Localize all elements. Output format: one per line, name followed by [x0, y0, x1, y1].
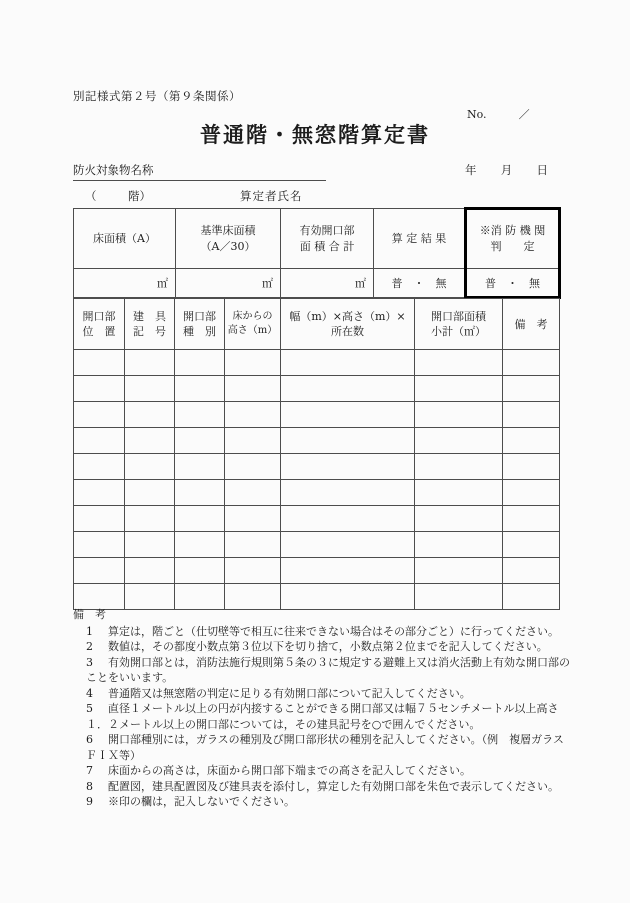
note-item: 2 数値は，その都度小数点第３位以下を切り捨て，小数点第２位までを記入してください。: [86, 640, 548, 653]
tables-container: [73, 207, 559, 610]
standard-floor-area-input-cell[interactable]: ㎡: [176, 269, 281, 298]
detail-cell[interactable]: [175, 584, 225, 610]
detail-row: [74, 454, 560, 480]
detail-cell[interactable]: [415, 584, 503, 610]
header-floor-area: 床面積（A）: [74, 209, 176, 269]
detail-cell[interactable]: [74, 376, 125, 402]
detail-cell[interactable]: [175, 428, 225, 454]
detail-cell[interactable]: [125, 558, 175, 584]
floor-paren-open: （: [85, 189, 97, 203]
date-month-label: 月: [500, 163, 513, 177]
floor-area-input-cell[interactable]: ㎡: [74, 269, 176, 298]
detail-row: [74, 506, 560, 532]
document-number-slash: ／: [518, 108, 530, 121]
note-item: 8 配置図，建具配置図及び建具表を添付し，算定した有効開口部を朱色で表示してください。: [86, 779, 559, 793]
notes-heading: 備 考: [73, 608, 106, 621]
detail-row: [74, 558, 560, 584]
detail-cell[interactable]: [281, 428, 415, 454]
header-opening-type: 開口部 種 別: [175, 299, 225, 350]
note-item: 3 有効開口部とは，消防法施行規則第５条の３に規定する避難上又は消火活動上有効な開口部のことをいいます。: [86, 655, 570, 684]
notes-section: [73, 607, 573, 810]
detail-cell[interactable]: [415, 376, 503, 402]
calculator-name-label: 算定者氏名: [240, 189, 303, 203]
summary-table: [73, 207, 561, 299]
detail-cell[interactable]: [503, 350, 560, 376]
detail-cell[interactable]: [175, 454, 225, 480]
detail-cell[interactable]: [175, 506, 225, 532]
detail-cell[interactable]: [415, 428, 503, 454]
header-remarks: 備 考: [503, 299, 560, 350]
note-item: 1 算定は，階ごと（仕切壁等で相互に往来できない場合はその部分ごと）に行ってください。: [86, 624, 559, 638]
note-item: 7 床面からの高さは，床面から開口部下端までの高さを記入してください。: [86, 764, 471, 777]
floor-row: [73, 188, 559, 204]
detail-row: [74, 428, 560, 454]
detail-cell[interactable]: [175, 376, 225, 402]
detail-cell[interactable]: [74, 480, 125, 506]
detail-cell[interactable]: [415, 506, 503, 532]
detail-cell[interactable]: [281, 402, 415, 428]
detail-cell[interactable]: [281, 584, 415, 610]
detail-cell[interactable]: [175, 402, 225, 428]
detail-table: [73, 298, 560, 610]
detail-cell[interactable]: [125, 402, 175, 428]
detail-cell[interactable]: [415, 480, 503, 506]
detail-cell[interactable]: [281, 480, 415, 506]
note-item: 5 直径１メートル以上の円が内接することができる開口部又は幅７５センチメートル以上高さ１．２メートル以上の開口部については，その建具記号を○で囲んでください。: [86, 702, 559, 731]
header-effective-opening-total: 有効開口部 面 積 合 計: [281, 209, 374, 269]
detail-cell[interactable]: [415, 402, 503, 428]
form-reference: 別記様式第２号（第９条関係）: [73, 89, 241, 103]
detail-row: [74, 402, 560, 428]
detail-cell[interactable]: [74, 454, 125, 480]
detail-cell[interactable]: [125, 376, 175, 402]
property-name-field-wrap: [73, 162, 326, 181]
detail-cell[interactable]: [503, 454, 560, 480]
detail-cell[interactable]: [175, 480, 225, 506]
detail-cell[interactable]: [281, 506, 415, 532]
header-fitting-symbol: 建 具 記 号: [125, 299, 175, 350]
detail-cell[interactable]: [415, 350, 503, 376]
detail-cell[interactable]: [125, 350, 175, 376]
detail-cell[interactable]: [281, 454, 415, 480]
floor-label: 階）: [128, 189, 151, 203]
detail-cell[interactable]: [225, 532, 281, 558]
detail-table-body: [74, 350, 560, 610]
detail-row: [74, 584, 560, 610]
note-item: 9 ※印の欄は，記入しないでください。: [86, 795, 295, 808]
detail-cell[interactable]: [503, 584, 560, 610]
detail-cell[interactable]: [125, 532, 175, 558]
document-number-label: No.: [467, 108, 487, 121]
detail-cell[interactable]: [225, 480, 281, 506]
detail-cell[interactable]: [503, 532, 560, 558]
detail-cell[interactable]: [281, 350, 415, 376]
note-item: 6 開口部種別には，ガラスの種別及び開口部形状の種別を記入してください。（例 複層ガラスＦＩＸ等）: [86, 733, 564, 762]
detail-cell[interactable]: [225, 506, 281, 532]
detail-cell[interactable]: [125, 454, 175, 480]
detail-cell[interactable]: [74, 506, 125, 532]
detail-row: [74, 532, 560, 558]
calculation-result-choice-cell[interactable]: 普 ・ 無: [374, 269, 466, 298]
detail-cell[interactable]: [503, 480, 560, 506]
header-calculation-result: 算 定 結 果: [374, 209, 466, 269]
effective-opening-total-input-cell[interactable]: ㎡: [281, 269, 374, 298]
detail-cell[interactable]: [125, 506, 175, 532]
detail-header-row: [74, 299, 560, 350]
header-opening-position: 開口部 位 置: [74, 299, 125, 350]
detail-cell[interactable]: [125, 480, 175, 506]
detail-cell[interactable]: [175, 350, 225, 376]
header-fire-authority-judgment: ※消 防 機 関 判 定: [466, 209, 560, 269]
detail-row: [74, 350, 560, 376]
page-title: 普通階・無窓階算定書: [200, 122, 430, 147]
detail-cell[interactable]: [503, 402, 560, 428]
detail-cell[interactable]: [225, 376, 281, 402]
detail-cell[interactable]: [503, 376, 560, 402]
detail-cell[interactable]: [281, 376, 415, 402]
detail-cell[interactable]: [415, 454, 503, 480]
detail-cell[interactable]: [225, 402, 281, 428]
detail-row: [74, 480, 560, 506]
header-width-height-count: 幅（m）×高さ（m）× 所在数: [281, 299, 415, 350]
detail-cell[interactable]: [225, 350, 281, 376]
detail-cell[interactable]: [281, 558, 415, 584]
summary-header-row: [74, 209, 560, 269]
detail-cell[interactable]: [74, 584, 125, 610]
detail-cell[interactable]: [74, 402, 125, 428]
detail-cell[interactable]: [225, 428, 281, 454]
fire-authority-judgment-choice-cell[interactable]: 普 ・ 無: [466, 269, 560, 298]
detail-cell[interactable]: [281, 532, 415, 558]
detail-cell[interactable]: [74, 428, 125, 454]
detail-cell[interactable]: [503, 428, 560, 454]
detail-row: [74, 376, 560, 402]
date-day-label: 日: [536, 163, 548, 177]
detail-cell[interactable]: [74, 558, 125, 584]
date-year-label: 年: [465, 163, 477, 177]
detail-cell[interactable]: [125, 428, 175, 454]
date-row: [465, 162, 548, 178]
detail-cell[interactable]: [503, 506, 560, 532]
detail-cell[interactable]: [415, 558, 503, 584]
property-name-label: 防火対象物名称: [73, 163, 154, 177]
header-height-from-floor: 床からの 高さ（m）: [225, 299, 281, 350]
detail-cell[interactable]: [175, 558, 225, 584]
header-standard-floor-area: 基準床面積 （A／30）: [176, 209, 281, 269]
detail-cell[interactable]: [125, 584, 175, 610]
note-item: 4 普通階又は無窓階の判定に足りる有効開口部について記入してください。: [86, 686, 471, 700]
detail-cell[interactable]: [225, 584, 281, 610]
detail-cell[interactable]: [503, 558, 560, 584]
detail-cell[interactable]: [175, 532, 225, 558]
detail-cell[interactable]: [225, 558, 281, 584]
detail-cell[interactable]: [415, 532, 503, 558]
detail-cell[interactable]: [74, 532, 125, 558]
detail-cell[interactable]: [74, 350, 125, 376]
detail-cell[interactable]: [225, 454, 281, 480]
header-opening-area-subtotal: 開口部面積 小計（㎡）: [415, 299, 503, 350]
summary-value-row: [74, 269, 560, 298]
